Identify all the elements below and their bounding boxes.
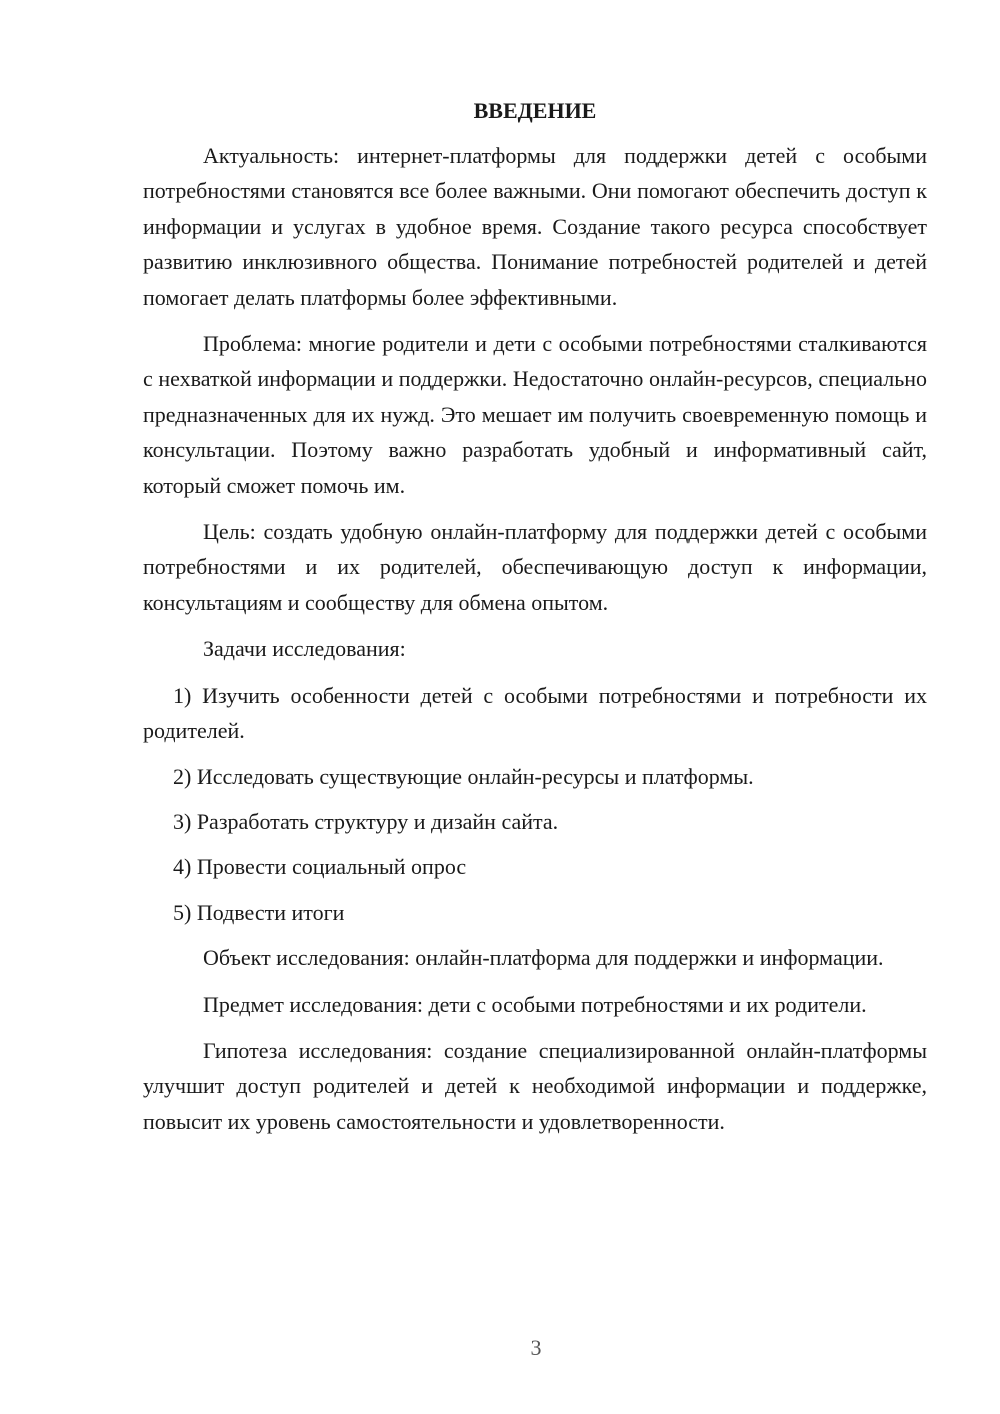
- paragraph-hypothesis: Гипотеза исследования: создание специализированной онлайн-платформы улучшит доступ родителей и детей к необходимой информации и поддержке, повысит их уровень самостоятельности и удовлетворенности.: [143, 1037, 927, 1134]
- paragraph-subject: Предмет исследования: дети с особыми потребностями и их родители.: [203, 991, 867, 1017]
- document-page: [143, 96, 927, 1150]
- paragraph-relevance: Актуальность: интернет-платформы для поддержки детей с особыми потребностями становятся все более важными. Они помогают обеспечить доступ к информации и услугах в удобное время. Создание такого ресурса способствует развитию инклюзивного общества. Понимание потребностей родителей и детей помогает делать платформы более эффективными.: [143, 143, 927, 310]
- paragraph-tasks-heading: Задачи исследования:: [203, 636, 406, 662]
- paragraph-goal: Цель: создать удобную онлайн-платформу для поддержки детей с особыми потребностями и их родителей, обеспечивающую доступ к информации, консультациям и сообществу для обмена опытом.: [143, 519, 927, 615]
- page-number: 3: [530, 1335, 542, 1360]
- task-item-4: 4) Провести социальный опрос: [173, 854, 467, 880]
- paragraph-object: Объект исследования: онлайн-платформа для поддержки и информации.: [203, 945, 884, 971]
- paragraph-problem: Проблема: многие родители и дети с особыми потребностями сталкиваются с нехваткой информации и поддержки. Недостаточно онлайн-ресурсов, специально предназначенных для их нужд. Это мешает им получить своевременную помощь и консультации. Поэтому важно разработать удобный и информативный сайт, который сможет помочь им.: [143, 331, 927, 498]
- task-item-1: 1) Изучить особенности детей с особыми потребностями и потребности их родителей.: [143, 682, 927, 744]
- task-item-2: 2) Исследовать существующие онлайн-ресурсы и платформы.: [173, 763, 754, 789]
- task-item-5: 5) Подвести итоги: [173, 899, 345, 925]
- page-title: ВВЕДЕНИЕ: [473, 98, 597, 123]
- task-item-3: 3) Разработать структуру и дизайн сайта.: [173, 808, 559, 834]
